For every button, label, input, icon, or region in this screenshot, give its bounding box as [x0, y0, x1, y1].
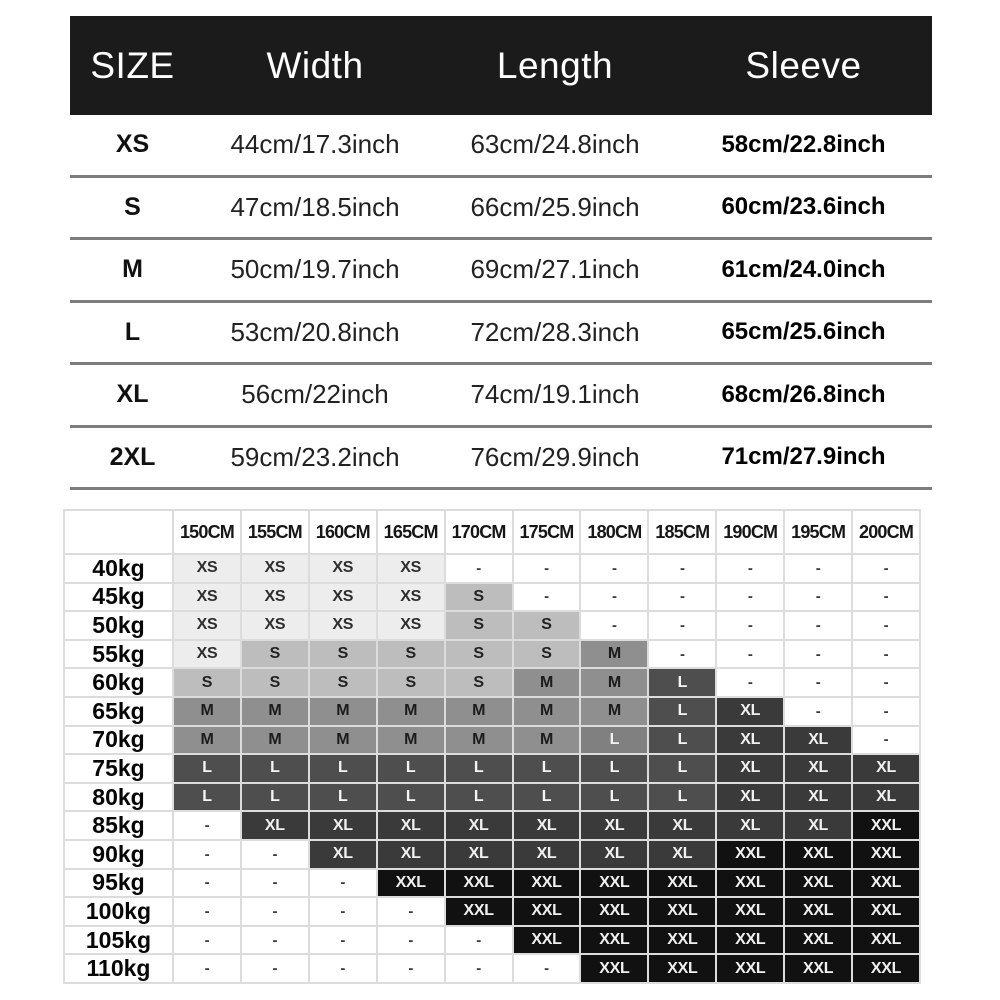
size-label: L — [124, 317, 141, 346]
width-value: 59cm/23.2inch — [230, 441, 400, 472]
matrix-cell: - — [174, 841, 240, 868]
matrix-cell: XS — [242, 612, 308, 639]
matrix-cell: - — [785, 584, 851, 611]
matrix-cell: XL — [717, 784, 783, 811]
matrix-cell: - — [242, 927, 308, 954]
matrix-cell: M — [174, 727, 240, 754]
matrix-cell: XXL — [446, 898, 512, 925]
weight-label: 50kg — [65, 612, 172, 639]
matrix-cell: - — [853, 698, 919, 725]
matrix-cell: XXL — [853, 927, 919, 954]
matrix-cell: M — [514, 669, 580, 696]
matrix-cell: - — [853, 612, 919, 639]
matrix-cell: XXL — [446, 870, 512, 897]
matrix-cell: XS — [174, 641, 240, 668]
matrix-cell: S — [174, 669, 240, 696]
sleeve-value: 71cm/27.9inch — [721, 443, 886, 471]
matrix-cell: L — [378, 755, 444, 782]
matrix-corner-cell — [65, 511, 172, 553]
length-value: 76cm/29.9inch — [470, 441, 640, 472]
matrix-cell: - — [581, 612, 647, 639]
matrix-cell: L — [649, 755, 715, 782]
matrix-cell: - — [785, 698, 851, 725]
weight-label: 55kg — [65, 641, 172, 668]
matrix-cell: L — [378, 784, 444, 811]
matrix-cell: XXL — [649, 870, 715, 897]
size-label: XL — [116, 380, 149, 409]
matrix-cell: XXL — [581, 870, 647, 897]
weight-label: 70kg — [65, 727, 172, 754]
matrix-cell: S — [446, 669, 512, 696]
sleeve-value: 61cm/24.0inch — [721, 255, 886, 283]
matrix-cell: L — [174, 755, 240, 782]
matrix-cell: XXL — [649, 927, 715, 954]
weight-label: 90kg — [65, 841, 172, 868]
matrix-cell: - — [581, 555, 647, 582]
matrix-cell: XXL — [853, 898, 919, 925]
matrix-cell: - — [853, 555, 919, 582]
matrix-cell: XL — [785, 812, 851, 839]
matrix-cell: - — [378, 955, 444, 982]
matrix-cell: - — [242, 841, 308, 868]
matrix-cell: - — [717, 555, 783, 582]
weight-label: 60kg — [65, 669, 172, 696]
matrix-cell: M — [378, 727, 444, 754]
height-header: 160CM — [310, 511, 376, 553]
matrix-cell: XXL — [853, 841, 919, 868]
matrix-cell: M — [581, 698, 647, 725]
size-row — [70, 365, 932, 428]
column-header-sleeve: Sleeve — [745, 44, 862, 86]
width-value: 47cm/18.5inch — [230, 191, 400, 222]
matrix-cell: - — [514, 555, 580, 582]
size-label: 2XL — [109, 442, 156, 471]
matrix-cell: L — [581, 755, 647, 782]
matrix-cell: XL — [514, 812, 580, 839]
matrix-cell: XXL — [581, 898, 647, 925]
matrix-cell: XL — [378, 841, 444, 868]
matrix-cell: XXL — [649, 955, 715, 982]
sleeve-value: 60cm/23.6inch — [721, 193, 886, 221]
matrix-cell: L — [310, 784, 376, 811]
column-header-length: Length — [496, 44, 614, 86]
width-value: 44cm/17.3inch — [230, 129, 400, 160]
matrix-cell: - — [717, 584, 783, 611]
matrix-cell: S — [514, 612, 580, 639]
matrix-cell: XS — [174, 555, 240, 582]
matrix-cell: XS — [242, 555, 308, 582]
matrix-cell: XXL — [649, 898, 715, 925]
matrix-cell: - — [174, 955, 240, 982]
matrix-cell: - — [785, 555, 851, 582]
matrix-cell: - — [174, 812, 240, 839]
matrix-cell: - — [242, 898, 308, 925]
matrix-cell: - — [649, 641, 715, 668]
width-value: 53cm/20.8inch — [230, 316, 400, 347]
matrix-cell: XL — [310, 812, 376, 839]
matrix-cell: XS — [378, 555, 444, 582]
size-spec-table — [70, 16, 932, 490]
matrix-cell: XXL — [853, 955, 919, 982]
matrix-cell: - — [514, 955, 580, 982]
matrix-cell: XS — [242, 584, 308, 611]
weight-label: 75kg — [65, 755, 172, 782]
matrix-cell: XXL — [581, 927, 647, 954]
matrix-cell: - — [717, 669, 783, 696]
matrix-cell: - — [514, 584, 580, 611]
matrix-cell: - — [853, 584, 919, 611]
matrix-cell: XL — [242, 812, 308, 839]
matrix-cell: L — [514, 755, 580, 782]
matrix-cell: S — [446, 612, 512, 639]
matrix-cell: XXL — [717, 955, 783, 982]
matrix-cell: XL — [717, 812, 783, 839]
matrix-cell: S — [242, 641, 308, 668]
matrix-cell: - — [785, 641, 851, 668]
matrix-cell: - — [649, 555, 715, 582]
matrix-cell: XL — [446, 841, 512, 868]
matrix-cell: - — [649, 612, 715, 639]
matrix-cell: XS — [174, 584, 240, 611]
matrix-cell: - — [242, 955, 308, 982]
matrix-cell: XXL — [717, 927, 783, 954]
matrix-cell: - — [174, 870, 240, 897]
matrix-cell: M — [581, 641, 647, 668]
size-label: XS — [115, 130, 150, 159]
height-header: 190CM — [717, 511, 783, 553]
matrix-cell: - — [853, 727, 919, 754]
matrix-cell: M — [446, 698, 512, 725]
matrix-cell: XS — [310, 584, 376, 611]
length-value: 74cm/19.1inch — [470, 379, 640, 410]
matrix-cell: XL — [785, 755, 851, 782]
weight-label: 45kg — [65, 584, 172, 611]
height-header: 185CM — [649, 511, 715, 553]
size-row — [70, 178, 932, 241]
matrix-cell: - — [446, 955, 512, 982]
matrix-cell: L — [242, 755, 308, 782]
sleeve-value: 65cm/25.6inch — [721, 318, 886, 346]
matrix-cell: XXL — [581, 955, 647, 982]
matrix-cell: S — [446, 641, 512, 668]
matrix-cell: M — [514, 727, 580, 754]
size-spec-header — [70, 16, 932, 115]
matrix-cell: XL — [446, 812, 512, 839]
matrix-cell: M — [581, 669, 647, 696]
matrix-cell: XXL — [717, 898, 783, 925]
matrix-cell: XXL — [785, 870, 851, 897]
matrix-cell: L — [649, 727, 715, 754]
weight-label: 110kg — [65, 955, 172, 982]
matrix-cell: S — [310, 669, 376, 696]
matrix-cell: XXL — [514, 927, 580, 954]
matrix-cell: XL — [649, 841, 715, 868]
matrix-cell: XL — [717, 698, 783, 725]
matrix-cell: - — [174, 927, 240, 954]
matrix-cell: S — [310, 641, 376, 668]
matrix-cell: L — [581, 784, 647, 811]
matrix-cell: XL — [581, 812, 647, 839]
size-row — [70, 115, 932, 178]
matrix-cell: XXL — [853, 812, 919, 839]
matrix-cell: XL — [514, 841, 580, 868]
sleeve-value: 58cm/22.8inch — [721, 130, 886, 158]
size-spec-rows — [70, 115, 932, 490]
matrix-cell: L — [649, 698, 715, 725]
size-row — [70, 303, 932, 366]
matrix-cell: XL — [717, 727, 783, 754]
matrix-cell: - — [446, 555, 512, 582]
matrix-cell: XXL — [785, 927, 851, 954]
matrix-cell: - — [717, 612, 783, 639]
matrix-cell: XL — [853, 755, 919, 782]
matrix-cell: M — [242, 727, 308, 754]
width-value: 56cm/22inch — [241, 379, 389, 410]
matrix-cell: XL — [310, 841, 376, 868]
matrix-cell: XL — [581, 841, 647, 868]
matrix-cell: XL — [378, 812, 444, 839]
height-header: 175CM — [514, 511, 580, 553]
matrix-cell: - — [242, 870, 308, 897]
matrix-cell: - — [310, 898, 376, 925]
height-header: 200CM — [853, 511, 919, 553]
matrix-cell: XXL — [717, 870, 783, 897]
matrix-cell: XS — [310, 612, 376, 639]
size-label: M — [122, 255, 143, 284]
height-header: 155CM — [242, 511, 308, 553]
matrix-cell: - — [310, 927, 376, 954]
matrix-cell: L — [242, 784, 308, 811]
matrix-cell: XXL — [785, 898, 851, 925]
matrix-cell: - — [717, 641, 783, 668]
matrix-cell: - — [649, 584, 715, 611]
height-header: 170CM — [446, 511, 512, 553]
weight-label: 95kg — [65, 870, 172, 897]
height-weight-matrix — [63, 509, 921, 984]
height-header: 180CM — [581, 511, 647, 553]
matrix-cell: L — [446, 755, 512, 782]
matrix-cell: XXL — [514, 898, 580, 925]
weight-label: 40kg — [65, 555, 172, 582]
matrix-cell: L — [310, 755, 376, 782]
weight-label: 80kg — [65, 784, 172, 811]
matrix-cell: - — [581, 584, 647, 611]
matrix-cell: - — [446, 927, 512, 954]
matrix-cell: XXL — [378, 870, 444, 897]
size-row — [70, 428, 932, 491]
matrix-cell: XXL — [785, 841, 851, 868]
matrix-cell: XS — [378, 584, 444, 611]
matrix-cell: L — [581, 727, 647, 754]
matrix-cell: XXL — [717, 841, 783, 868]
matrix-cell: XXL — [514, 870, 580, 897]
matrix-cell: XXL — [785, 955, 851, 982]
matrix-cell: S — [514, 641, 580, 668]
matrix-cell: XL — [717, 755, 783, 782]
matrix-cell: - — [174, 898, 240, 925]
matrix-cell: - — [785, 669, 851, 696]
weight-label: 65kg — [65, 698, 172, 725]
weight-label: 85kg — [65, 812, 172, 839]
matrix-cell: XL — [853, 784, 919, 811]
matrix-cell: S — [242, 669, 308, 696]
length-value: 72cm/28.3inch — [470, 316, 640, 347]
matrix-cell: - — [853, 641, 919, 668]
weight-label: 100kg — [65, 898, 172, 925]
length-value: 66cm/25.9inch — [470, 191, 640, 222]
matrix-cell: XS — [174, 612, 240, 639]
column-header-size: SIZE — [90, 44, 175, 86]
matrix-cell: L — [514, 784, 580, 811]
matrix-cell: - — [310, 870, 376, 897]
matrix-cell: S — [446, 584, 512, 611]
height-header: 195CM — [785, 511, 851, 553]
sleeve-value: 68cm/26.8inch — [721, 380, 886, 408]
matrix-cell: XXL — [853, 870, 919, 897]
height-header: 150CM — [174, 511, 240, 553]
weight-label: 105kg — [65, 927, 172, 954]
matrix-cell: M — [310, 698, 376, 725]
matrix-cell: - — [853, 669, 919, 696]
matrix-cell: XL — [785, 784, 851, 811]
matrix-cell: S — [378, 669, 444, 696]
size-label: S — [124, 192, 141, 221]
width-value: 50cm/19.7inch — [230, 254, 400, 285]
matrix-cell: - — [378, 898, 444, 925]
matrix-cell: L — [649, 669, 715, 696]
length-value: 69cm/27.1inch — [470, 254, 640, 285]
matrix-cell: S — [378, 641, 444, 668]
column-header-width: Width — [266, 44, 364, 86]
length-value: 63cm/24.8inch — [470, 129, 640, 160]
matrix-cell: M — [242, 698, 308, 725]
matrix-cell: M — [378, 698, 444, 725]
matrix-cell: - — [310, 955, 376, 982]
size-row — [70, 240, 932, 303]
matrix-cell: M — [310, 727, 376, 754]
matrix-cell: L — [649, 784, 715, 811]
matrix-cell: XL — [785, 727, 851, 754]
matrix-cell: M — [446, 727, 512, 754]
matrix-cell: L — [174, 784, 240, 811]
matrix-cell: XL — [649, 812, 715, 839]
matrix-cell: M — [514, 698, 580, 725]
matrix-cell: M — [174, 698, 240, 725]
matrix-cell: - — [785, 612, 851, 639]
height-header: 165CM — [378, 511, 444, 553]
matrix-cell: - — [378, 927, 444, 954]
matrix-cell: XS — [378, 612, 444, 639]
matrix-cell: XS — [310, 555, 376, 582]
matrix-cell: L — [446, 784, 512, 811]
